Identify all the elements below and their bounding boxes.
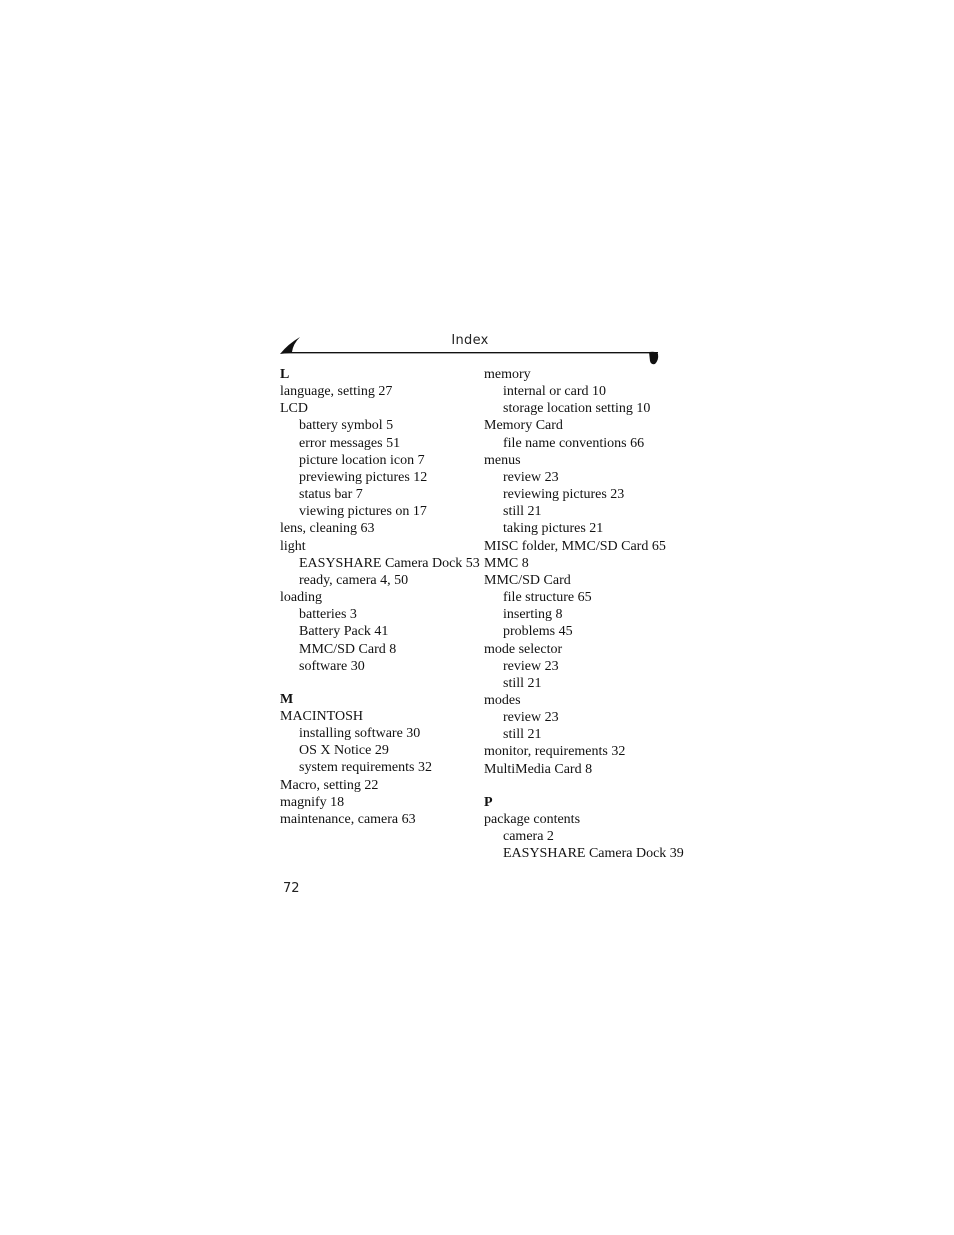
index-entry: magnify 18 xyxy=(280,794,345,810)
index-entry: memory xyxy=(484,367,531,382)
index-entry: package contents xyxy=(484,811,581,827)
index-entry: light xyxy=(280,538,306,554)
index-entry: Macro, setting 22 xyxy=(280,777,379,793)
index-subentry: previewing pictures 12 xyxy=(299,469,428,485)
index-subentry: installing software 30 xyxy=(299,726,421,742)
index-subentry: still 21 xyxy=(503,675,542,691)
index-subentry: picture location icon 7 xyxy=(299,452,425,468)
index-subentry: review 23 xyxy=(503,658,559,674)
index-subentry: EASYSHARE Camera Dock 39 xyxy=(503,846,684,862)
index-subentry: review 23 xyxy=(503,469,559,485)
section-spacer xyxy=(280,675,475,691)
index-subentry: batteries 3 xyxy=(299,607,357,623)
index-subentry: error messages 51 xyxy=(299,435,401,451)
index-subentry: inserting 8 xyxy=(503,607,563,623)
index-subentry: OS X Notice 29 xyxy=(299,743,389,759)
index-entry: modes xyxy=(484,692,521,708)
index-entry: maintenance, camera 63 xyxy=(280,811,416,827)
index-subentry: viewing pictures on 17 xyxy=(299,504,427,520)
header-rule-ornament xyxy=(278,334,662,368)
index-entry: LCD xyxy=(280,401,308,417)
index-subentry: ready, camera 4, 50 xyxy=(299,572,409,588)
index-entry: MISC folder, MMC/SD Card 65 xyxy=(484,538,666,554)
index-subentry: review 23 xyxy=(503,710,559,726)
index-subentry: reviewing pictures 23 xyxy=(503,487,625,503)
index-subentry: status bar 7 xyxy=(299,487,363,503)
index-subentry: EASYSHARE Camera Dock 53 xyxy=(299,555,480,571)
running-header-title: Index xyxy=(451,333,489,348)
index-entry: mode selector xyxy=(484,641,563,657)
index-subentry: problems 45 xyxy=(503,624,573,640)
index-subentry: internal or card 10 xyxy=(503,384,607,400)
index-subentry: software 30 xyxy=(299,658,365,674)
index-subentry: still 21 xyxy=(503,504,542,520)
index-entry: MultiMedia Card 8 xyxy=(484,761,593,777)
index-subentry: file name conventions 66 xyxy=(503,435,645,451)
index-entry: monitor, requirements 32 xyxy=(484,744,626,760)
index-subentry: camera 2 xyxy=(503,829,554,845)
left-swoosh-ornament xyxy=(280,337,658,354)
index-entry: language, setting 27 xyxy=(280,384,393,400)
index-entry: MMC 8 xyxy=(484,555,529,571)
index-entry: Memory Card xyxy=(484,418,563,434)
index-subentry: battery symbol 5 xyxy=(299,418,394,434)
section-spacer xyxy=(484,778,684,794)
index-column-left xyxy=(280,366,480,828)
index-section-letter: M xyxy=(280,691,294,707)
index-entry: loading xyxy=(280,590,322,606)
index-entry: lens, cleaning 63 xyxy=(280,521,375,537)
index-section-letter: P xyxy=(484,794,493,810)
index-subentry: system requirements 32 xyxy=(299,760,432,776)
index-entry: menus xyxy=(484,452,521,468)
index-subentry: still 21 xyxy=(503,727,542,743)
index-subentry: file structure 65 xyxy=(503,590,592,606)
right-drop-ornament xyxy=(649,352,658,364)
index-subentry: taking pictures 21 xyxy=(503,521,604,537)
index-entry: MMC/SD Card xyxy=(484,572,571,588)
index-subentry: Battery Pack 41 xyxy=(299,624,389,640)
index-subentry: storage location setting 10 xyxy=(503,401,651,417)
index-column-right xyxy=(484,366,684,862)
page-number: 72 xyxy=(283,881,300,896)
index-entry: MACINTOSH xyxy=(280,708,363,724)
index-subentry: MMC/SD Card 8 xyxy=(299,641,397,657)
index-section-letter: L xyxy=(280,367,290,382)
